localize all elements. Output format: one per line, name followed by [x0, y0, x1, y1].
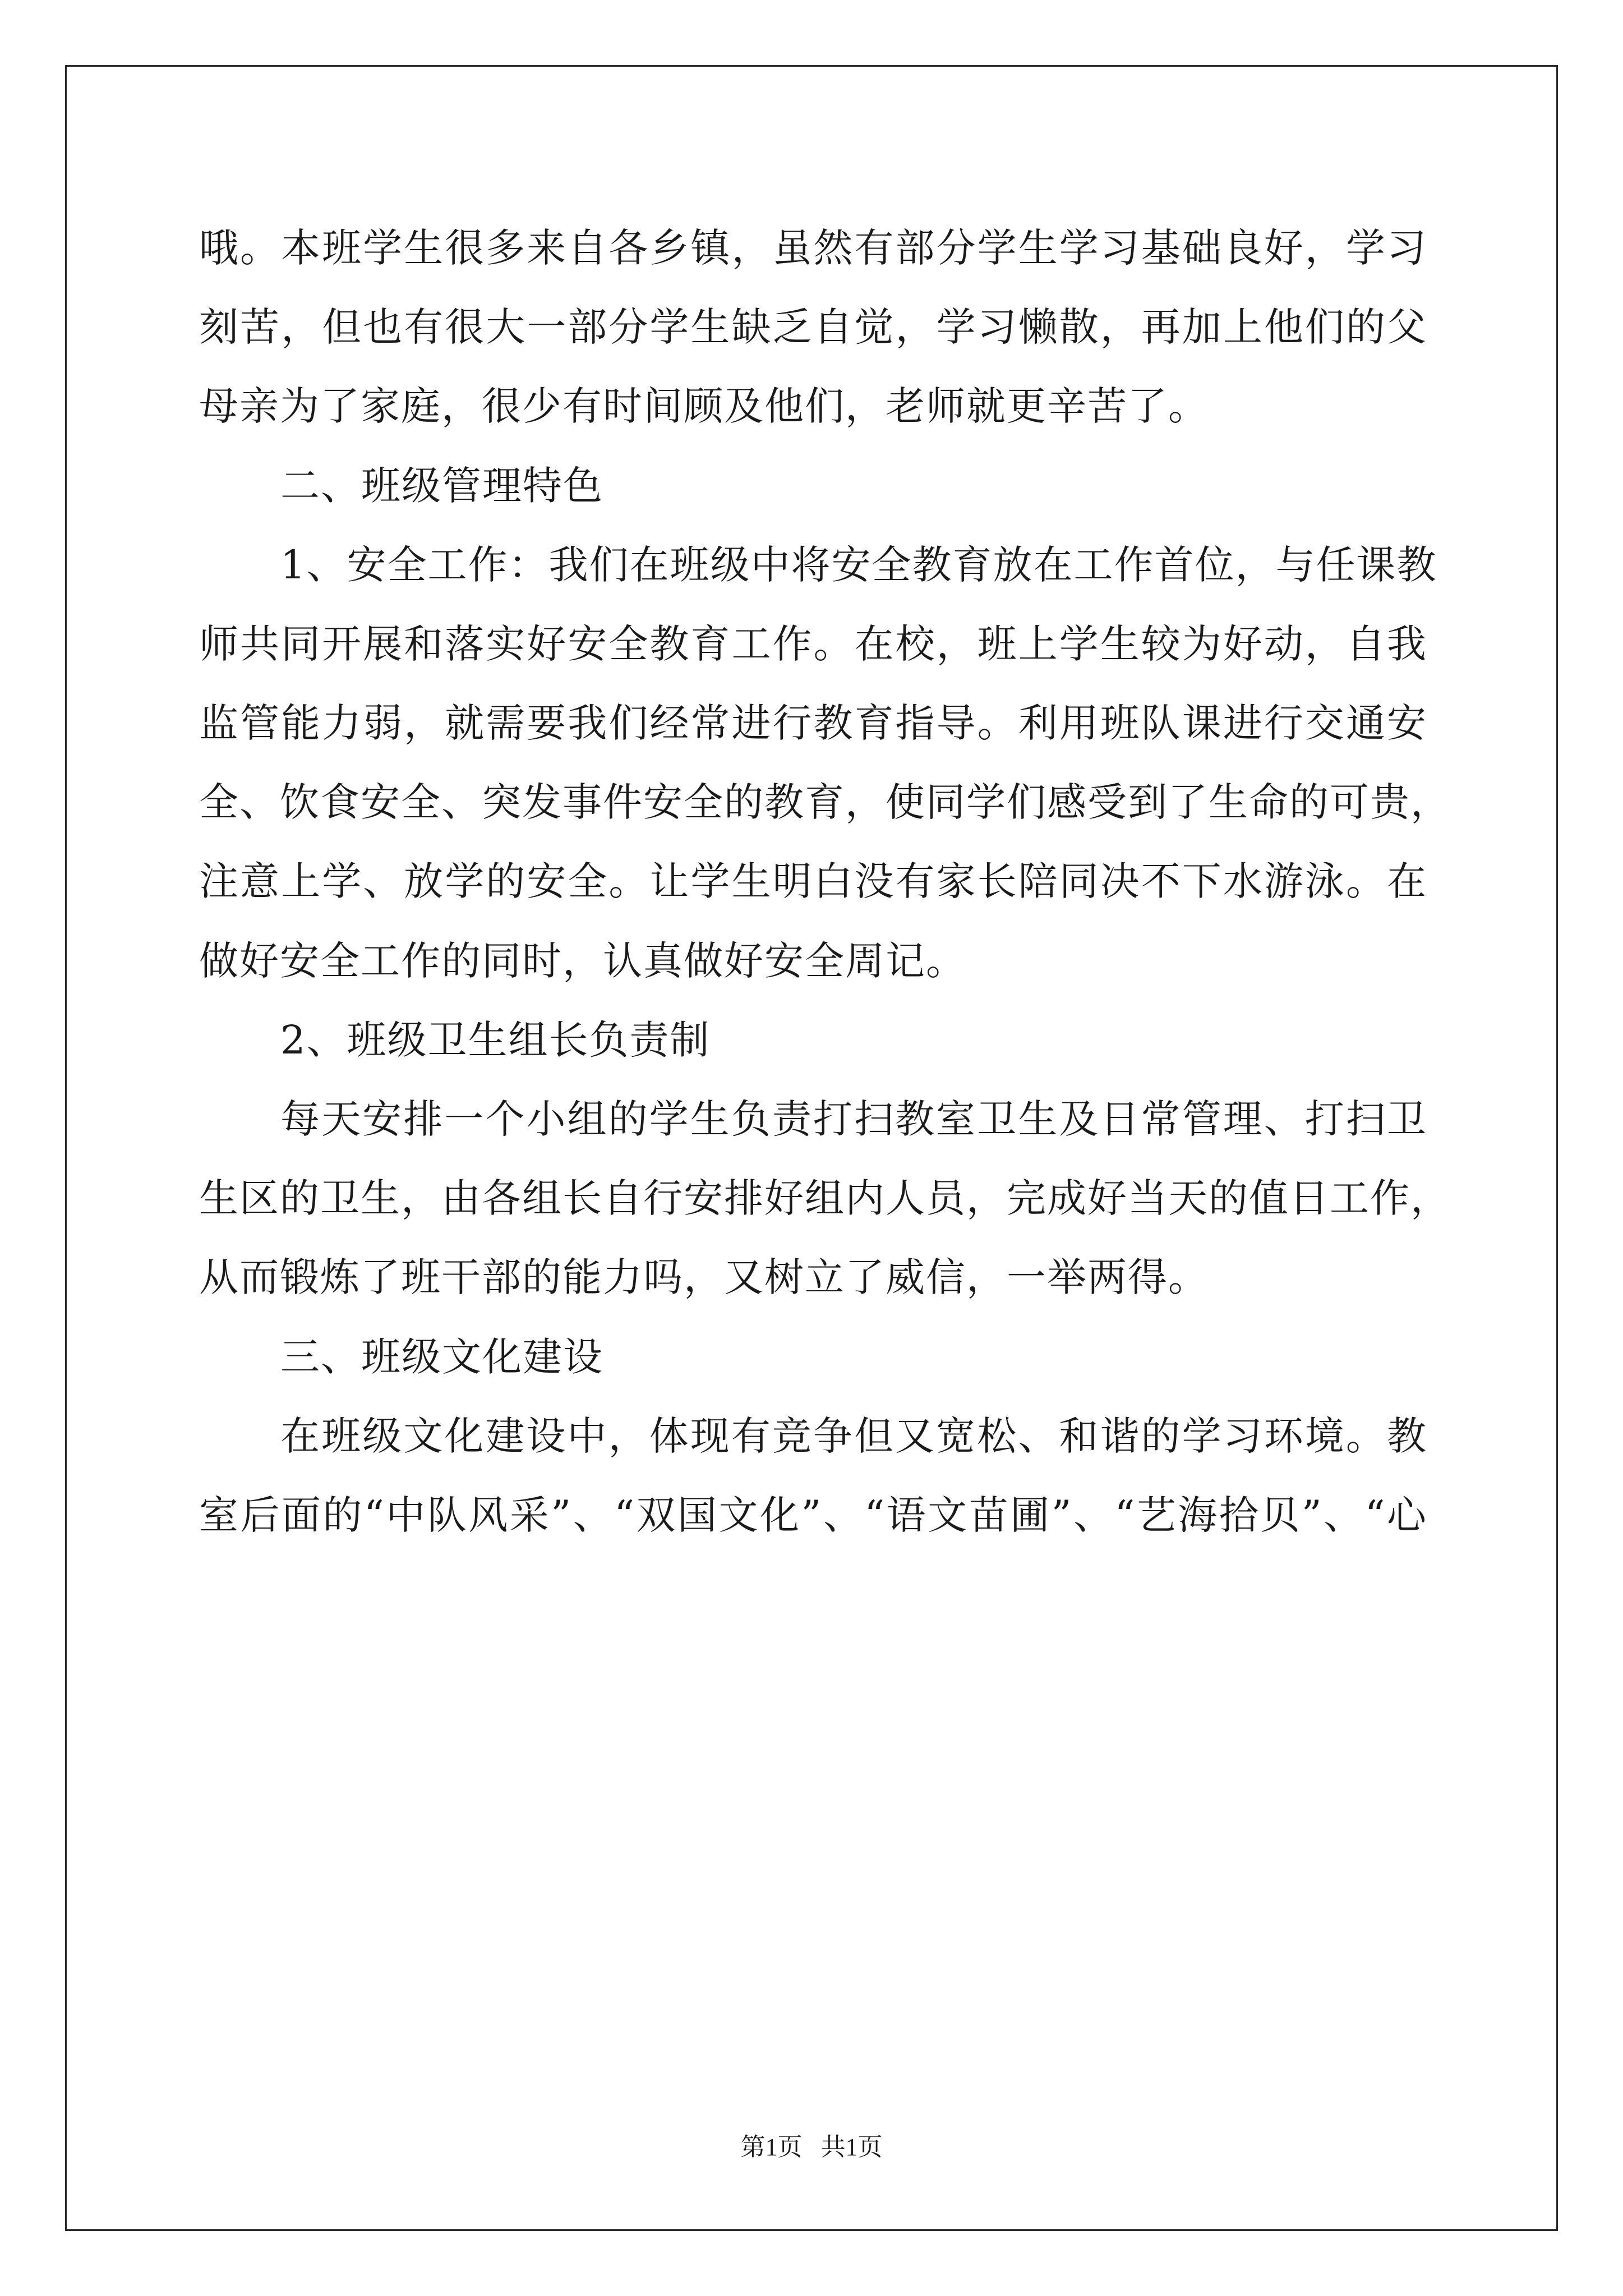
body-text-line: 师共同开展和落实好安全教育工作。在校，班上学生较为好动，自我	[199, 621, 1427, 667]
body-text-line: 1、安全工作：我们在班级中将安全教育放在工作首位，与任课教	[280, 542, 1437, 588]
body-text-line: 母亲为了家庭，很少有时间顾及他们，老师就更辛苦了。	[199, 383, 1209, 429]
body-text-line: 室后面的“中队风采”、“双国文化”、“语文苗圃”、“艺海拾贝”、“心	[199, 1492, 1427, 1538]
page-footer: 第1页 共1页	[740, 2133, 883, 2161]
body-text-line: 从而锻炼了班干部的能力吗，又树立了威信，一举两得。	[199, 1254, 1209, 1300]
body-text-line: 全、饮食安全、突发事件安全的教育，使同学们感受到了生命的可贵，	[199, 779, 1451, 825]
subsection-heading: 2、班级卫生组长负责制	[280, 1017, 711, 1063]
body-text-line: 做好安全工作的同时，认真做好安全周记。	[199, 938, 966, 984]
section-heading: 三、班级文化建设	[280, 1334, 603, 1380]
body-text-line: 监管能力弱，就需要我们经常进行教育指导。利用班队课进行交通安	[199, 700, 1427, 746]
body-text-line: 在班级文化建设中，体现有竞争但又宽松、和谐的学习环境。教	[280, 1413, 1427, 1459]
body-text-line: 每天安排一个小组的学生负责打扫教室卫生及日常管理、打扫卫	[280, 1096, 1427, 1142]
body-text-line: 生区的卫生，由各组长自行安排好组内人员，完成好当天的值日工作，	[199, 1175, 1451, 1221]
body-text-line: 注意上学、放学的安全。让学生明白没有家长陪同决不下水游泳。在	[199, 858, 1427, 904]
body-text-line: 刻苦，但也有很大一部分学生缺乏自觉，学习懒散，再加上他们的父	[199, 304, 1427, 350]
body-text-line: 哦。本班学生很多来自各乡镇，虽然有部分学生学习基础良好，学习	[199, 225, 1427, 271]
section-heading: 二、班级管理特色	[280, 463, 603, 509]
